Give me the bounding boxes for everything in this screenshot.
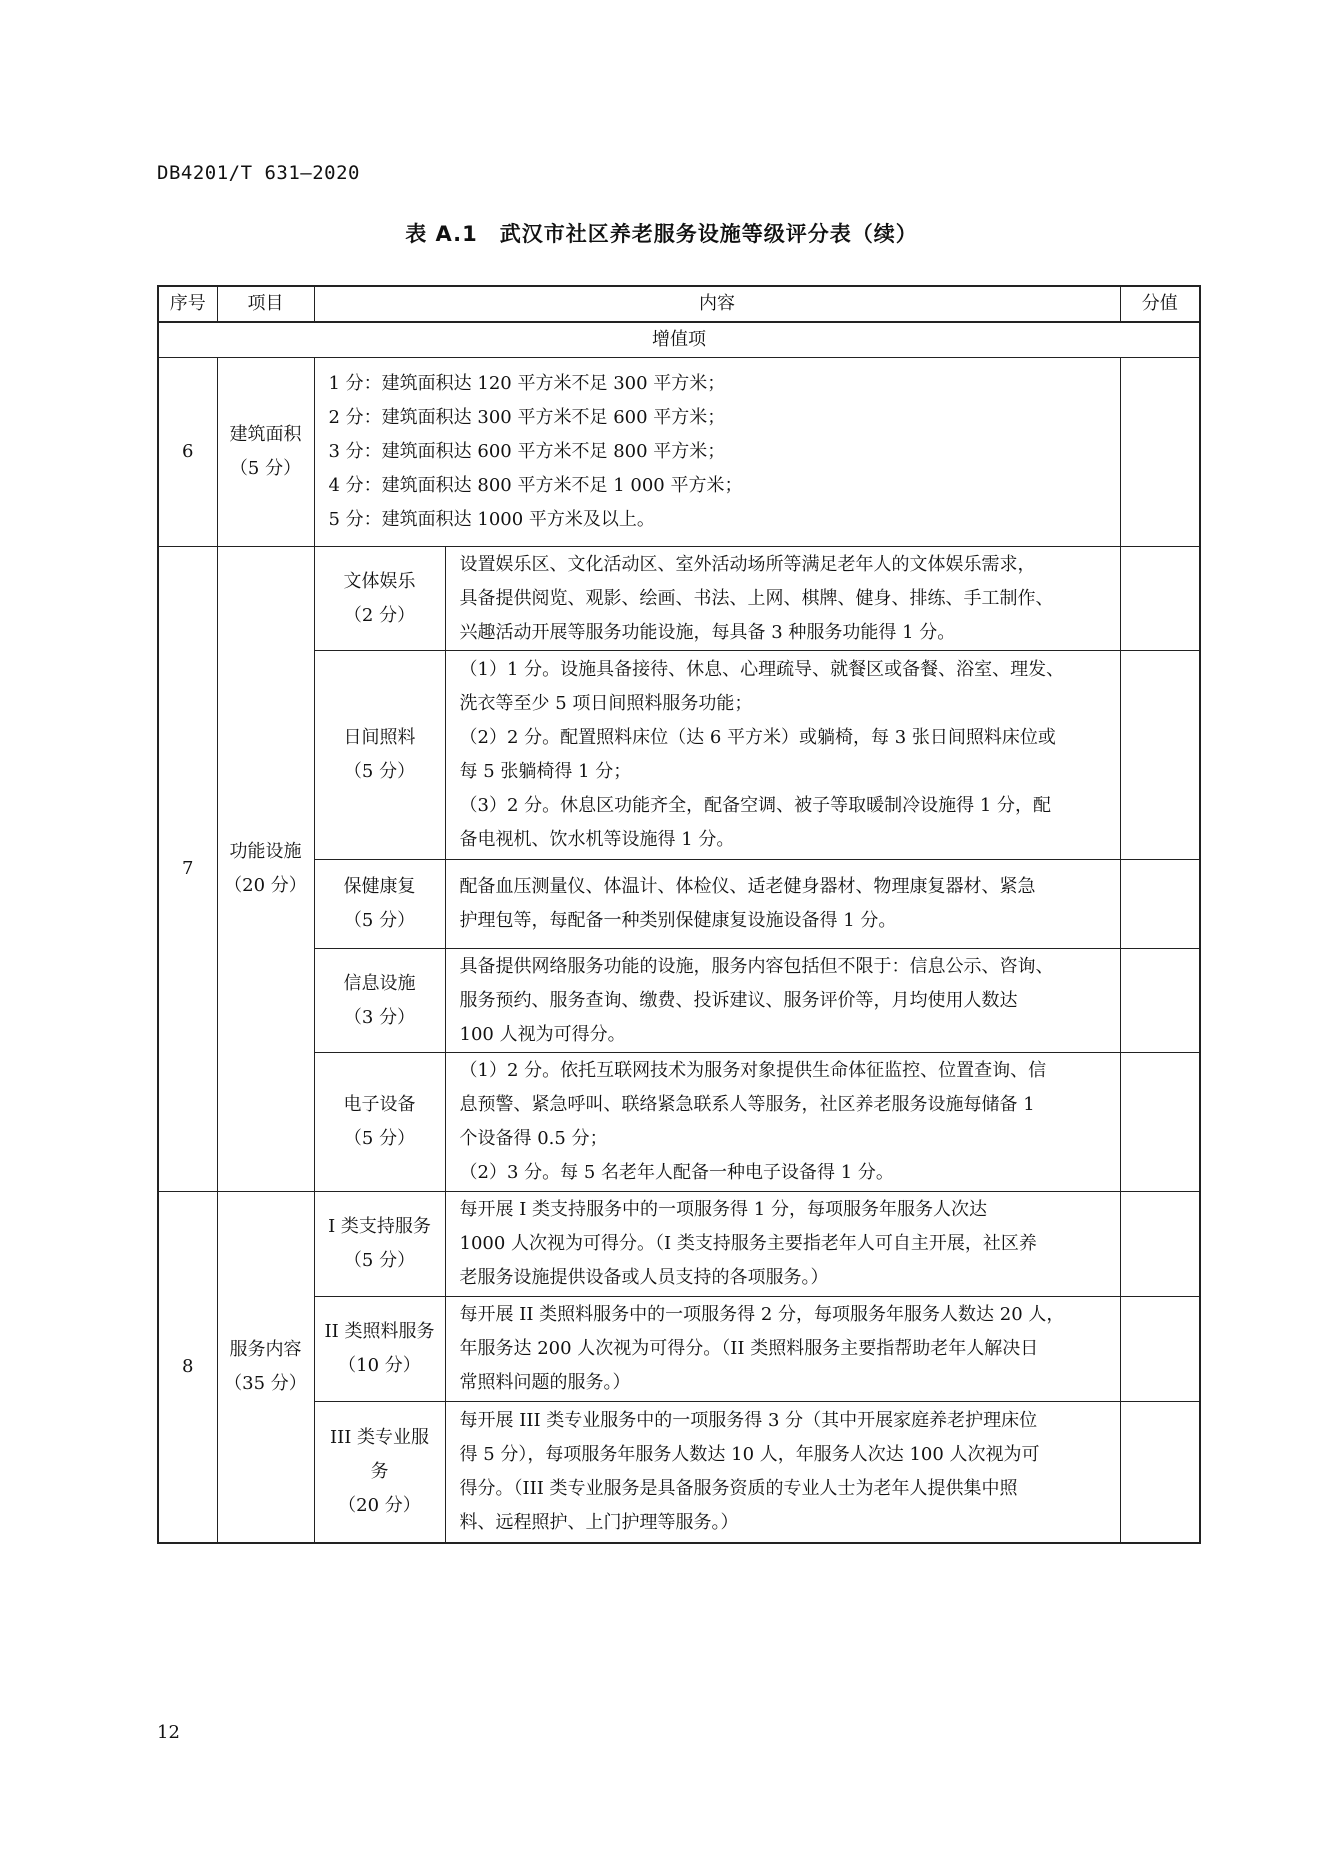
item-points: （5 分）	[229, 458, 302, 479]
item-cell	[217, 547, 314, 1192]
section-label: 增值项	[158, 322, 1200, 358]
table-row	[158, 1192, 1200, 1297]
header-content: 内容	[314, 286, 1120, 322]
sub-item-cell	[314, 1297, 445, 1402]
sub-item-name: 日间照料	[343, 727, 416, 748]
content-cell	[314, 358, 1120, 547]
content-line: 洗衣等至少 5 项日间照料服务功能；	[459, 693, 753, 714]
sub-item-points: （2 分）	[343, 604, 416, 626]
content-line: 1 分：建筑面积达 120 平方米不足 300 平方米；	[328, 373, 726, 394]
content-line: 服务预约、服务查询、缴费、投诉建议、服务评价等，月均使用人数达	[459, 989, 1018, 1011]
content-cell	[445, 547, 1120, 651]
item-points: （20 分）	[224, 875, 307, 896]
content-line: （1）1 分。设施具备接待、休息、心理疏导、就餐区或备餐、浴室、理发、	[459, 659, 1065, 680]
content-line: 3 分：建筑面积达 600 平方米不足 800 平方米；	[328, 441, 726, 462]
sub-item-cell	[314, 949, 445, 1053]
section-row	[158, 322, 1200, 358]
content-cell	[445, 1402, 1120, 1543]
sub-item-name: III 类专业服	[329, 1426, 430, 1448]
content-line: 个设备得 0.5 分；	[459, 1128, 608, 1149]
table-row	[158, 651, 1200, 860]
content-line: 5 分：建筑面积达 1000 平方米及以上。	[328, 509, 655, 530]
sub-item-cell	[314, 1402, 445, 1543]
sub-item-points: （10 分）	[338, 1355, 421, 1376]
content-line: 常照料问题的服务。）	[459, 1372, 631, 1393]
table-title: 表 A.1 武汉市社区养老服务设施等级评分表（续）	[405, 222, 918, 246]
score-cell	[1120, 1053, 1200, 1192]
item-name: 服务内容	[229, 1338, 302, 1360]
table-row	[158, 1297, 1200, 1402]
item-points: （35 分）	[224, 1372, 307, 1394]
content-line: 4 分：建筑面积达 800 平方米不足 1 000 平方米；	[328, 475, 743, 496]
content-line: 得 5 分），每项服务年服务人数达 10 人，年服务人次达 100 人次视为可	[459, 1443, 1040, 1465]
content-line: 料、远程照护、上门护理等服务。）	[459, 1511, 739, 1533]
content-line: 具备提供网络服务功能的设施，服务内容包括但不限于：信息公示、咨询、	[459, 955, 1054, 977]
sub-item-name: 保健康复	[343, 876, 416, 897]
content-line: 1000 人次视为可得分。（I 类支持服务主要指老年人可自主开展，社区养	[459, 1233, 1037, 1254]
sub-item-cell	[314, 1053, 445, 1192]
content-line: 配备血压测量仪、体温计、体检仪、适老健身器材、物理康复器材、紧急	[459, 876, 1036, 897]
score-cell	[1120, 860, 1200, 949]
score-cell	[1120, 1297, 1200, 1402]
score-cell	[1120, 651, 1200, 860]
sub-item-points: （5 分）	[343, 761, 416, 782]
sub-item-name: 电子设备	[343, 1094, 416, 1115]
sub-item-points: （5 分）	[343, 1128, 416, 1149]
content-line: （2）3 分。每 5 名老年人配备一种电子设备得 1 分。	[459, 1162, 894, 1183]
item-name: 功能设施	[229, 841, 302, 862]
content-line: 每 5 张躺椅得 1 分；	[459, 761, 632, 782]
sub-item-points: （5 分）	[343, 1250, 416, 1271]
sub-item-cell	[314, 1192, 445, 1297]
sub-item-points: （20 分）	[338, 1494, 421, 1516]
content-line: 得分。（III 类专业服务是具备服务资质的专业人士为老年人提供集中照	[459, 1477, 1018, 1499]
sub-item-name: 务	[370, 1460, 389, 1482]
content-line: 备电视机、饮水机等设施得 1 分。	[459, 829, 735, 850]
header-score: 分值	[1120, 286, 1200, 322]
row-number: 8	[158, 1192, 217, 1543]
sub-item-cell	[314, 651, 445, 860]
content-line: 息预警、紧急呼叫、联络紧急联系人等服务，社区养老服务设施每储备 1	[459, 1094, 1035, 1115]
sub-item-name: I 类支持服务	[328, 1216, 431, 1237]
score-cell	[1120, 949, 1200, 1053]
item-cell	[217, 358, 314, 547]
page-number: 12	[157, 1722, 180, 1743]
content-cell	[445, 1297, 1120, 1402]
sub-item-cell	[314, 547, 445, 651]
content-line: 兴趣活动开展等服务功能设施，每具备 3 种服务功能得 1 分。	[459, 621, 956, 643]
content-line: （2）2 分。配置照料床位（达 6 平方米）或躺椅，每 3 张日间照料床位或	[459, 727, 1056, 748]
document-code: DB4201/T 631—2020	[157, 162, 360, 184]
content-line: 100 人视为可得分。	[459, 1023, 626, 1045]
content-line: （3）2 分。休息区功能齐全，配备空调、被子等取暖制冷设施得 1 分，配	[459, 795, 1052, 816]
row-number: 6	[158, 358, 217, 547]
content-line: 设置娱乐区、文化活动区、室外活动场所等满足老年人的文体娱乐需求，	[459, 553, 1036, 575]
table-row	[158, 547, 1200, 651]
score-cell	[1120, 1192, 1200, 1297]
content-line: 2 分：建筑面积达 300 平方米不足 600 平方米；	[328, 407, 726, 428]
content-line: 年服务达 200 人次视为可得分。（II 类照料服务主要指帮助老年人解决日	[459, 1338, 1039, 1359]
table-row	[158, 358, 1200, 547]
score-cell	[1120, 547, 1200, 651]
content-cell	[445, 1192, 1120, 1297]
score-cell	[1120, 1402, 1200, 1543]
content-line: 每开展 III 类专业服务中的一项服务得 3 分（其中开展家庭养老护理床位	[459, 1409, 1038, 1431]
content-line: （1）2 分。依托互联网技术为服务对象提供生命体征监控、位置查询、信	[459, 1060, 1047, 1081]
content-cell	[445, 949, 1120, 1053]
content-line: 每开展 I 类支持服务中的一项服务得 1 分，每项服务年服务人次达	[459, 1199, 987, 1220]
content-cell	[445, 651, 1120, 860]
header-no: 序号	[158, 286, 217, 322]
table-row	[158, 1402, 1200, 1543]
content-cell	[445, 1053, 1120, 1192]
sub-item-name: II 类照料服务	[324, 1321, 435, 1342]
sub-item-name: 文体娱乐	[343, 570, 416, 592]
sub-item-name: 信息设施	[343, 972, 416, 994]
content-cell	[445, 860, 1120, 949]
table-row	[158, 860, 1200, 949]
item-cell	[217, 1192, 314, 1543]
content-line: 具备提供阅览、观影、绘画、书法、上网、棋牌、健身、排练、手工制作、	[459, 587, 1054, 609]
header-row	[158, 286, 1200, 322]
content-line: 老服务设施提供设备或人员支持的各项服务。）	[459, 1267, 829, 1288]
table-row	[158, 1053, 1200, 1192]
item-name: 建筑面积	[229, 424, 302, 445]
scoring-table	[157, 285, 1201, 1544]
row-number: 7	[158, 547, 217, 1192]
sub-item-points: （5 分）	[343, 910, 416, 931]
score-cell	[1120, 358, 1200, 547]
content-line: 每开展 II 类照料服务中的一项服务得 2 分，每项服务年服务人数达 20 人，	[459, 1304, 1065, 1325]
sub-item-points: （3 分）	[343, 1006, 416, 1028]
table-row	[158, 949, 1200, 1053]
header-item: 项目	[217, 286, 314, 322]
sub-item-cell	[314, 860, 445, 949]
content-line: 护理包等，每配备一种类别保健康复设施设备得 1 分。	[459, 910, 897, 931]
